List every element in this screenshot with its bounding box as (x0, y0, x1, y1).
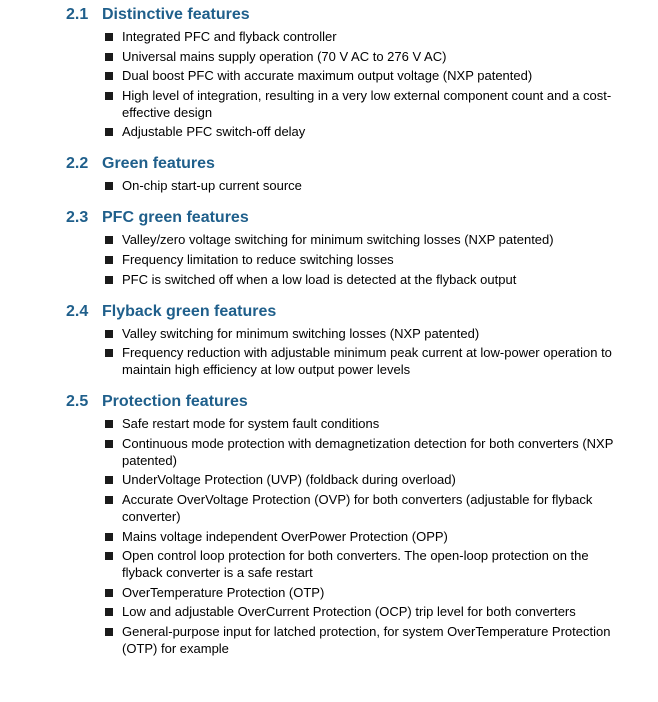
list-item (66, 528, 630, 545)
list-item (66, 67, 630, 84)
square-bullet-icon (105, 128, 113, 136)
list-item (66, 344, 630, 378)
section-flyback-green-features (66, 302, 630, 379)
list-item-text: Continuous mode protection with demagnetization detection for both converters (NXP patented) (122, 435, 614, 468)
section-title: Distinctive features (102, 6, 250, 23)
bullet-list (66, 177, 630, 194)
square-bullet-icon (105, 276, 113, 284)
square-bullet-icon (105, 33, 113, 41)
section-heading (66, 392, 630, 411)
list-item (66, 603, 630, 620)
list-item-text: Valley switching for minimum switching losses (NXP patented) (122, 325, 480, 341)
bullet-list (66, 231, 630, 287)
list-item-text: Frequency reduction with adjustable minimum peak current at low-power operation to maintain high efficiency at low output power levels (122, 345, 612, 378)
section-pfc-green-features (66, 208, 630, 287)
square-bullet-icon (105, 236, 113, 244)
list-item (66, 435, 630, 469)
list-item (66, 491, 630, 525)
bullet-list (66, 28, 630, 140)
section-title: Protection features (102, 393, 248, 411)
list-item (66, 547, 630, 581)
list-item (66, 177, 630, 194)
list-item-text: UnderVoltage Protection (UVP) (foldback during overload) (122, 472, 456, 488)
list-item-text: Adjustable PFC switch-off delay (122, 124, 306, 140)
section-heading (66, 208, 630, 227)
list-item (66, 584, 630, 601)
list-item-text: Accurate OverVoltage Protection (OVP) for both converters (adjustable for flyback converter) (122, 491, 593, 524)
list-item-text: Low and adjustable OverCurrent Protection (OCP) trip level for both converters (122, 604, 576, 620)
square-bullet-icon (105, 256, 113, 264)
list-item-text: Dual boost PFC with accurate maximum output voltage (NXP patented) (122, 68, 533, 84)
square-bullet-icon (105, 628, 113, 636)
square-bullet-icon (105, 476, 113, 484)
list-item-text: Frequency limitation to reduce switching losses (122, 251, 394, 267)
list-item (66, 28, 630, 45)
list-item (66, 271, 630, 288)
square-bullet-icon (105, 420, 113, 428)
list-item-text: OverTemperature Protection (OTP) (122, 584, 325, 600)
list-item-text: On-chip start-up current source (122, 178, 302, 194)
list-item (66, 251, 630, 268)
list-item-text: Safe restart mode for system fault conditions (122, 416, 380, 432)
list-item (66, 87, 630, 121)
list-item-text: PFC is switched off when a low load is detected at the flyback output (122, 271, 517, 287)
bullet-list (66, 415, 630, 657)
list-item-text: General-purpose input for latched protection, for system OverTemperature Protection (OTP) for example (122, 623, 611, 656)
section-heading (66, 302, 630, 321)
section-title: PFC green features (102, 209, 249, 227)
section-heading (66, 5, 630, 24)
square-bullet-icon (105, 552, 113, 560)
list-item (66, 325, 630, 342)
square-bullet-icon (105, 349, 113, 357)
list-item (66, 231, 630, 248)
square-bullet-icon (105, 608, 113, 616)
list-item-text: Universal mains supply operation (70 V AC to 276 V AC) (122, 48, 447, 64)
list-item (66, 123, 630, 140)
square-bullet-icon (105, 496, 113, 504)
section-protection-features (66, 392, 630, 657)
square-bullet-icon (105, 440, 113, 448)
section-number: 2.5 (66, 393, 89, 411)
list-item (66, 415, 630, 432)
section-number: 2.3 (66, 209, 89, 227)
list-item-text: High level of integration, resulting in a very low external component count and a cost-effective design (122, 87, 612, 120)
section-number: 2.4 (66, 302, 89, 320)
square-bullet-icon (105, 53, 113, 61)
square-bullet-icon (105, 589, 113, 597)
square-bullet-icon (105, 72, 113, 80)
section-heading (66, 154, 630, 173)
section-number: 2.2 (66, 155, 89, 173)
section-number: 2.1 (66, 6, 89, 23)
section-title: Green features (102, 155, 215, 173)
list-item (66, 623, 630, 657)
list-item-text: Open control loop protection for both converters. The open-loop protection on the flyback converter is a safe restart (122, 548, 589, 581)
section-title: Flyback green features (102, 302, 277, 320)
square-bullet-icon (105, 92, 113, 100)
list-item (66, 471, 630, 488)
square-bullet-icon (105, 533, 113, 541)
list-item-text: Mains voltage independent OverPower Protection (OPP) (122, 528, 448, 544)
bullet-list (66, 325, 630, 379)
section-green-features (66, 154, 630, 194)
square-bullet-icon (105, 330, 113, 338)
list-item-text: Valley/zero voltage switching for minimum switching losses (NXP patented) (122, 232, 554, 248)
list-item-text: Integrated PFC and flyback controller (122, 29, 337, 44)
section-distinctive-features (66, 5, 630, 140)
square-bullet-icon (105, 182, 113, 190)
list-item (66, 48, 630, 65)
